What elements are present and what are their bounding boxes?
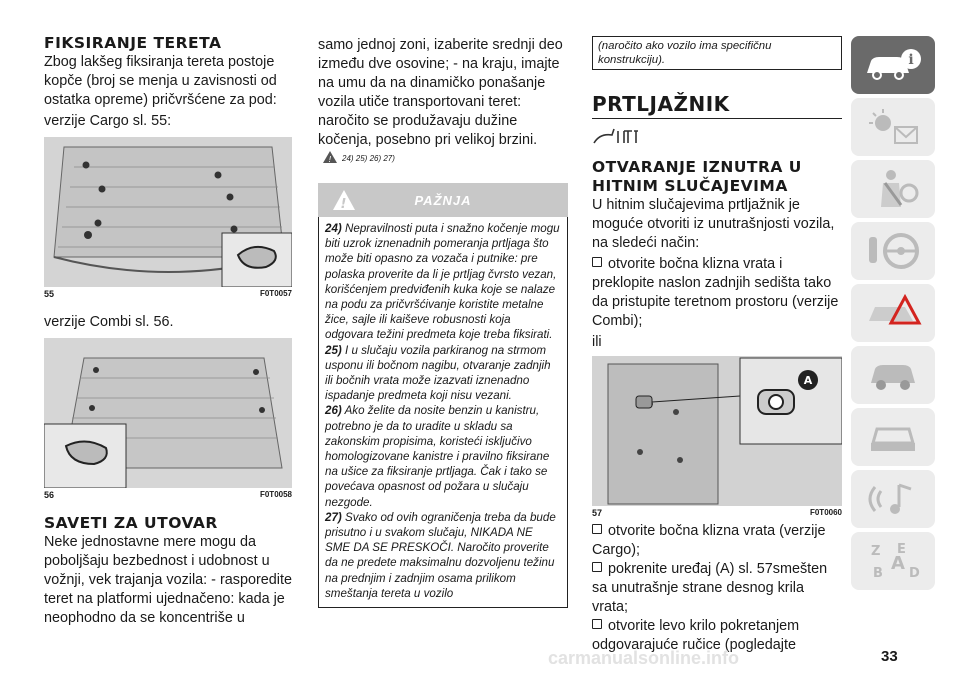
- warning-header: [318, 183, 568, 217]
- warning-content: [318, 217, 568, 608]
- figure-code: F0T0060: [809, 508, 842, 517]
- figure-number: 56: [44, 490, 55, 500]
- warning-item: 25) I u slučaju vozila parkiranog na strmom usponu ili bočnom nagibu, otvaranje zadnjih ili bočnih vrata može izazvati iznenadno ispadanje predmeta koji nisu vezani.: [325, 343, 551, 403]
- warning-triangle-icon: [861, 291, 925, 335]
- paragraph: Zbog lakšeg fiksiranja tereta postoje kopče (broj se menja u zavisnosti od ostatka opreme) pričvršćene za pod:: [44, 54, 277, 108]
- figure-55-image: [44, 137, 292, 287]
- paragraph: ili: [592, 334, 602, 350]
- section-title-otvaranje: OTVARANJE IZNUTRA U HITNIM SLUČAJEVIMA: [592, 158, 802, 195]
- steering-wheel-icon: [861, 229, 925, 273]
- chapter-tab-starting[interactable]: [851, 222, 935, 280]
- paragraph: U hitnim slučajevima prtljažnik je moguće otvoriti iz unutrašnjosti vozila, na sledeći način:: [592, 197, 835, 251]
- car-service-icon: [861, 353, 925, 397]
- svg-text:A: A: [891, 553, 905, 574]
- chapter-tab-specs[interactable]: [851, 408, 935, 466]
- bullet-icon: [592, 524, 602, 534]
- paragraph: Neke jednostavne mere mogu da poboljšaju bezbednost i udobnost u vožnji, vek trajanja vozila: - rasporedite teret na platformi ujednačeno: kada je neophodno da se koncentriše u: [44, 534, 292, 626]
- seatbelt-icon: [861, 167, 925, 211]
- list-item: otvorite bočna klizna vrata i preklopite naslon zadnjih sedišta tako da pristupite teretnom prostoru (verzije Combi);: [592, 256, 839, 329]
- figure-57: [592, 356, 842, 518]
- car-specs-icon: [861, 415, 925, 459]
- figure-callout-a: A: [803, 374, 813, 387]
- section-title-prtljaznik: PRTLJAŽNIK: [592, 92, 842, 119]
- alphabet-index-icon: [861, 539, 925, 583]
- figure-number: 55: [44, 289, 55, 299]
- figure-code: F0T0058: [259, 490, 292, 499]
- chapter-tab-index[interactable]: [851, 532, 935, 590]
- chapter-tab-safety[interactable]: [851, 160, 935, 218]
- page-number: 33: [881, 648, 898, 665]
- figure-57-image: [592, 356, 842, 506]
- column-right: [592, 0, 842, 655]
- bullet-icon: [592, 562, 602, 572]
- chapter-tab-car-info[interactable]: [851, 36, 935, 94]
- section-title-fiksiranje: FIKSIRANJE TERETA: [44, 34, 222, 52]
- svg-text:!: !: [328, 155, 332, 164]
- paragraph: samo jednoj zoni, izaberite srednji deo između dve osovine; - na kraju, imajte na umu da na dinamičko ponašanje vozila utiče transportovani teret: naročito se produžavaju dužine kočenja, posebno pri velikoj brzini.: [318, 37, 563, 148]
- bullet-icon: [592, 257, 602, 267]
- paragraph: verzije Cargo sl. 55:: [44, 113, 172, 129]
- warning-references: ! 24) 25) 26) 27): [342, 154, 568, 163]
- section-title-saveti: SAVETI ZA UTOVAR: [44, 514, 218, 532]
- svg-text:i: i: [908, 52, 914, 68]
- car-info-icon: [861, 45, 925, 85]
- chapter-tab-emergency[interactable]: [851, 284, 935, 342]
- chapter-sidebar: [851, 36, 935, 594]
- warning-item: 26) Ako želite da nosite benzin u kanistru, potrebno je da to uradite u skladu sa zakonskim propisima, koristeći isključivo homologizovane kanistre i pravilno fiksirane na ušice za fiksiranje prtljaga. Čak i tako se povećava opasnost od požara u slučaju nezgode.: [325, 404, 550, 509]
- warning-item: 24) Nepravilnosti puta i snažno kočenje mogu biti uzrok iznenadnih pomeranja prtljaga što može biti opasno za vozača i putnike: pre polaska proverite da li je prtljag čvrsto vezan, korišćenjem predviđenih kuka koje se nalaze na podu za pričvršćivanje koristite metalne žice, sajle ili kaiševe robusnosti koja odgovara težini predmeta koje treba fiksirati.: [325, 222, 560, 342]
- watermark: carmanualsonline.info: [548, 648, 740, 668]
- list-item: otvorite levo krilo pokretanjem odgovarajuće ručice (pogledajte: [592, 618, 800, 653]
- warning-ref-icon: [322, 150, 338, 166]
- figure-56: [44, 338, 292, 500]
- trunk-icon: [592, 125, 842, 152]
- figure-55-caption: [44, 289, 292, 299]
- figure-code: F0T0057: [259, 289, 292, 298]
- svg-text:!: !: [340, 197, 348, 211]
- column-middle: [318, 0, 568, 608]
- warning-item: 27) Svako od ovih ograničenja treba da bude prisutno i u svakom slučaju, NIKADA NE SME DA SE PRESKOČI. Naročito proverite da ne predete maksimalnu dozvoljenu težinu na prednjim i zadnjim osama prilikom smeštanja tereta u vozilo: [325, 510, 556, 600]
- warning-title: PAŽNJA: [414, 192, 472, 208]
- note-box: (naročito ako vozilo ima specifičnu konstrukciju).: [592, 36, 842, 70]
- chapter-tab-maintenance[interactable]: [851, 346, 935, 404]
- chapter-tab-lights[interactable]: [851, 98, 935, 156]
- figure-number: 57: [592, 508, 603, 518]
- bullet-icon: [592, 619, 602, 629]
- paragraph: verzije Combi sl. 56.: [44, 314, 174, 330]
- svg-text:D: D: [909, 566, 920, 581]
- warning-icon: [332, 189, 356, 214]
- svg-text:B: B: [873, 566, 883, 581]
- list-item: otvorite bočna klizna vrata (verzije Cargo);: [592, 523, 826, 558]
- lights-icon: [861, 105, 925, 149]
- warning-box: [318, 183, 568, 608]
- figure-56-caption: [44, 490, 292, 500]
- list-item: pokrenite uređaj (A) sl. 57smešten sa unutrašnje strane desnog krila vrata;: [592, 561, 828, 615]
- figure-55: [44, 137, 292, 299]
- multimedia-icon: [861, 477, 925, 521]
- svg-text:E: E: [897, 542, 906, 557]
- figure-57-caption: [592, 508, 842, 518]
- figure-56-image: [44, 338, 292, 488]
- column-left: [44, 0, 292, 628]
- chapter-tab-multimedia[interactable]: [851, 470, 935, 528]
- svg-text:Z: Z: [871, 544, 881, 559]
